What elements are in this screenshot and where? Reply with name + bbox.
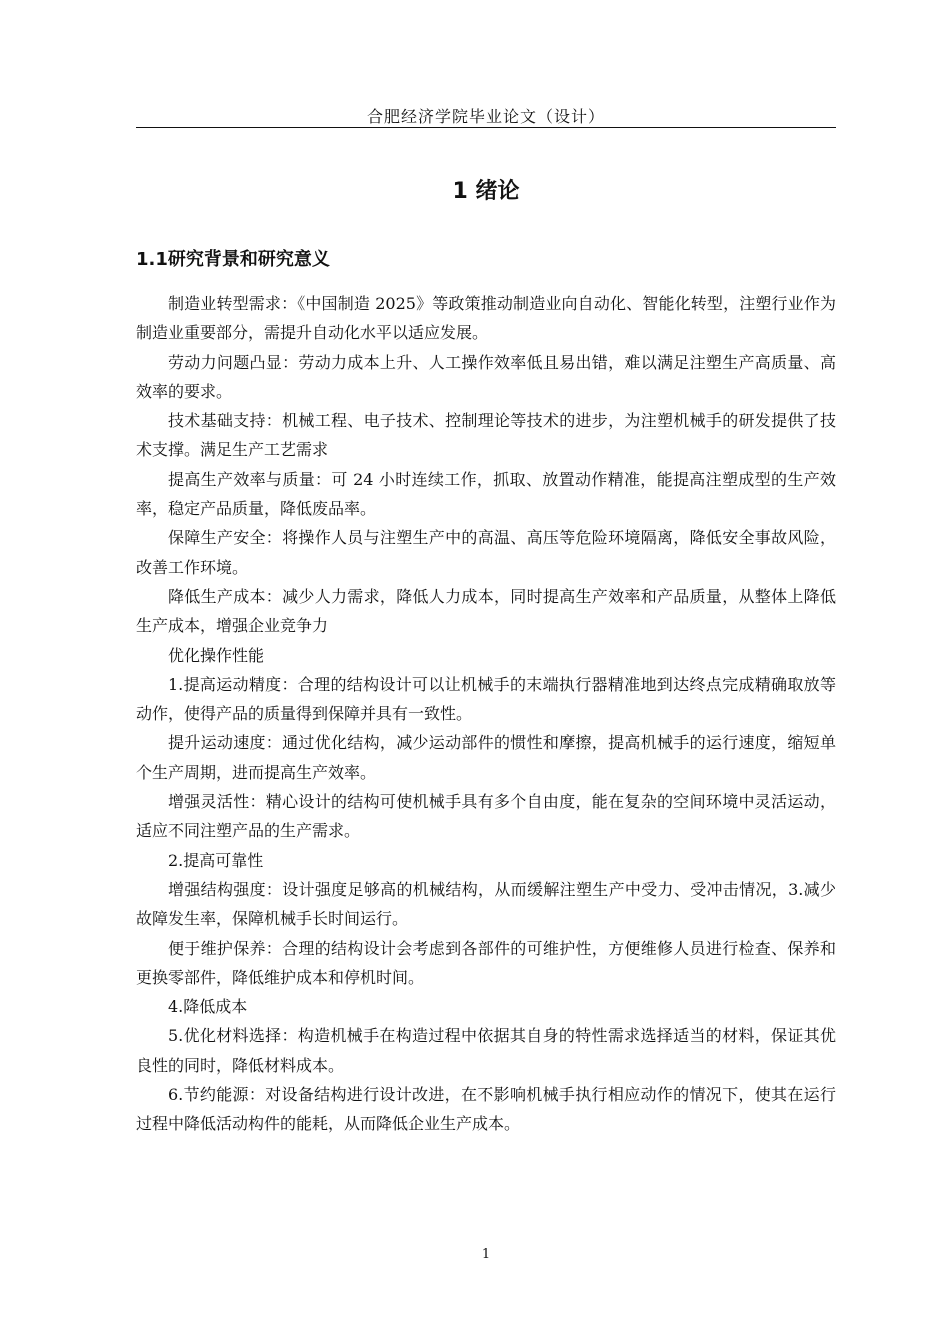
page-number: 1: [481, 1247, 491, 1262]
paragraph: 便于维护保养：合理的结构设计会考虑到各部件的可维护性，方便维修人员进行检查、保养和更换零部件，降低维护成本和停机时间。: [136, 938, 836, 987]
chapter-title: 1 绪论: [452, 179, 520, 204]
paragraph: 制造业转型需求：《中国制造 2025》等政策推动制造业向自动化、智能化转型，注塑行业作为制造业重要部分，需提升自动化水平以适应发展。: [136, 294, 836, 343]
section-heading: 1.1研究背景和研究意义: [136, 249, 330, 270]
paragraph: 提升运动速度：通过优化结构，减少运动部件的惯性和摩擦，提高机械手的运行速度，缩短单个生产周期，进而提高生产效率。: [136, 733, 836, 782]
paragraph: 增强结构强度：设计强度足够高的机械结构，从而缓解注塑生产中受力、受冲击情况，3.减少故障发生率，保障机械手长时间运行。: [136, 879, 836, 929]
paragraph: 增强灵活性：精心设计的结构可使机械手具有多个自由度，能在复杂的空间环境中灵活运动，适应不同注塑产品的生产需求。: [136, 792, 836, 841]
paragraph: 5.优化材料选择：构造机械手在构造过程中依据其自身的特性需求选择适当的材料，保证其优良性的同时，降低材料成本。: [136, 1026, 836, 1075]
paragraph: 提高生产效率与质量：可 24 小时连续工作，抓取、放置动作精准，能提高注塑成型的生产效率，稳定产品质量，降低废品率。: [136, 469, 836, 519]
paragraph: 劳动力问题凸显：劳动力成本上升、人工操作效率低且易出错，难以满足注塑生产高质量、高效率的要求。: [136, 352, 836, 401]
paragraph: 技术基础支持：机械工程、电子技术、控制理论等技术的进步，为注塑机械手的研发提供了技术支撑。满足生产工艺需求: [136, 411, 836, 460]
header-divider: [136, 127, 836, 128]
running-header: 合肥经济学院毕业论文（设计）: [366, 107, 605, 126]
body-text: [136, 289, 836, 1139]
paragraph: 降低生产成本：减少人力需求，降低人力成本，同时提高生产效率和产品质量，从整体上降低生产成本，增强企业竞争力: [136, 586, 836, 636]
paragraph: 6.节约能源：对设备结构进行设计改进，在不影响机械手执行相应动作的情况下，使其在运行过程中降低活动构件的能耗，从而降低企业生产成本。: [136, 1085, 836, 1134]
paragraph: 2.提高可靠性: [168, 850, 264, 870]
paragraph: 4.降低成本: [168, 997, 248, 1017]
paragraph: 保障生产安全：将操作人员与注塑生产中的高温、高压等危险环境隔离，降低安全事故风险，改善工作环境。: [136, 528, 836, 577]
paragraph: 1.提高运动精度：合理的结构设计可以让机械手的末端执行器精准地到达终点完成精确取放等动作，使得产品的质量得到保障并具有一致性。: [136, 674, 836, 724]
paragraph: 优化操作性能: [168, 645, 265, 665]
